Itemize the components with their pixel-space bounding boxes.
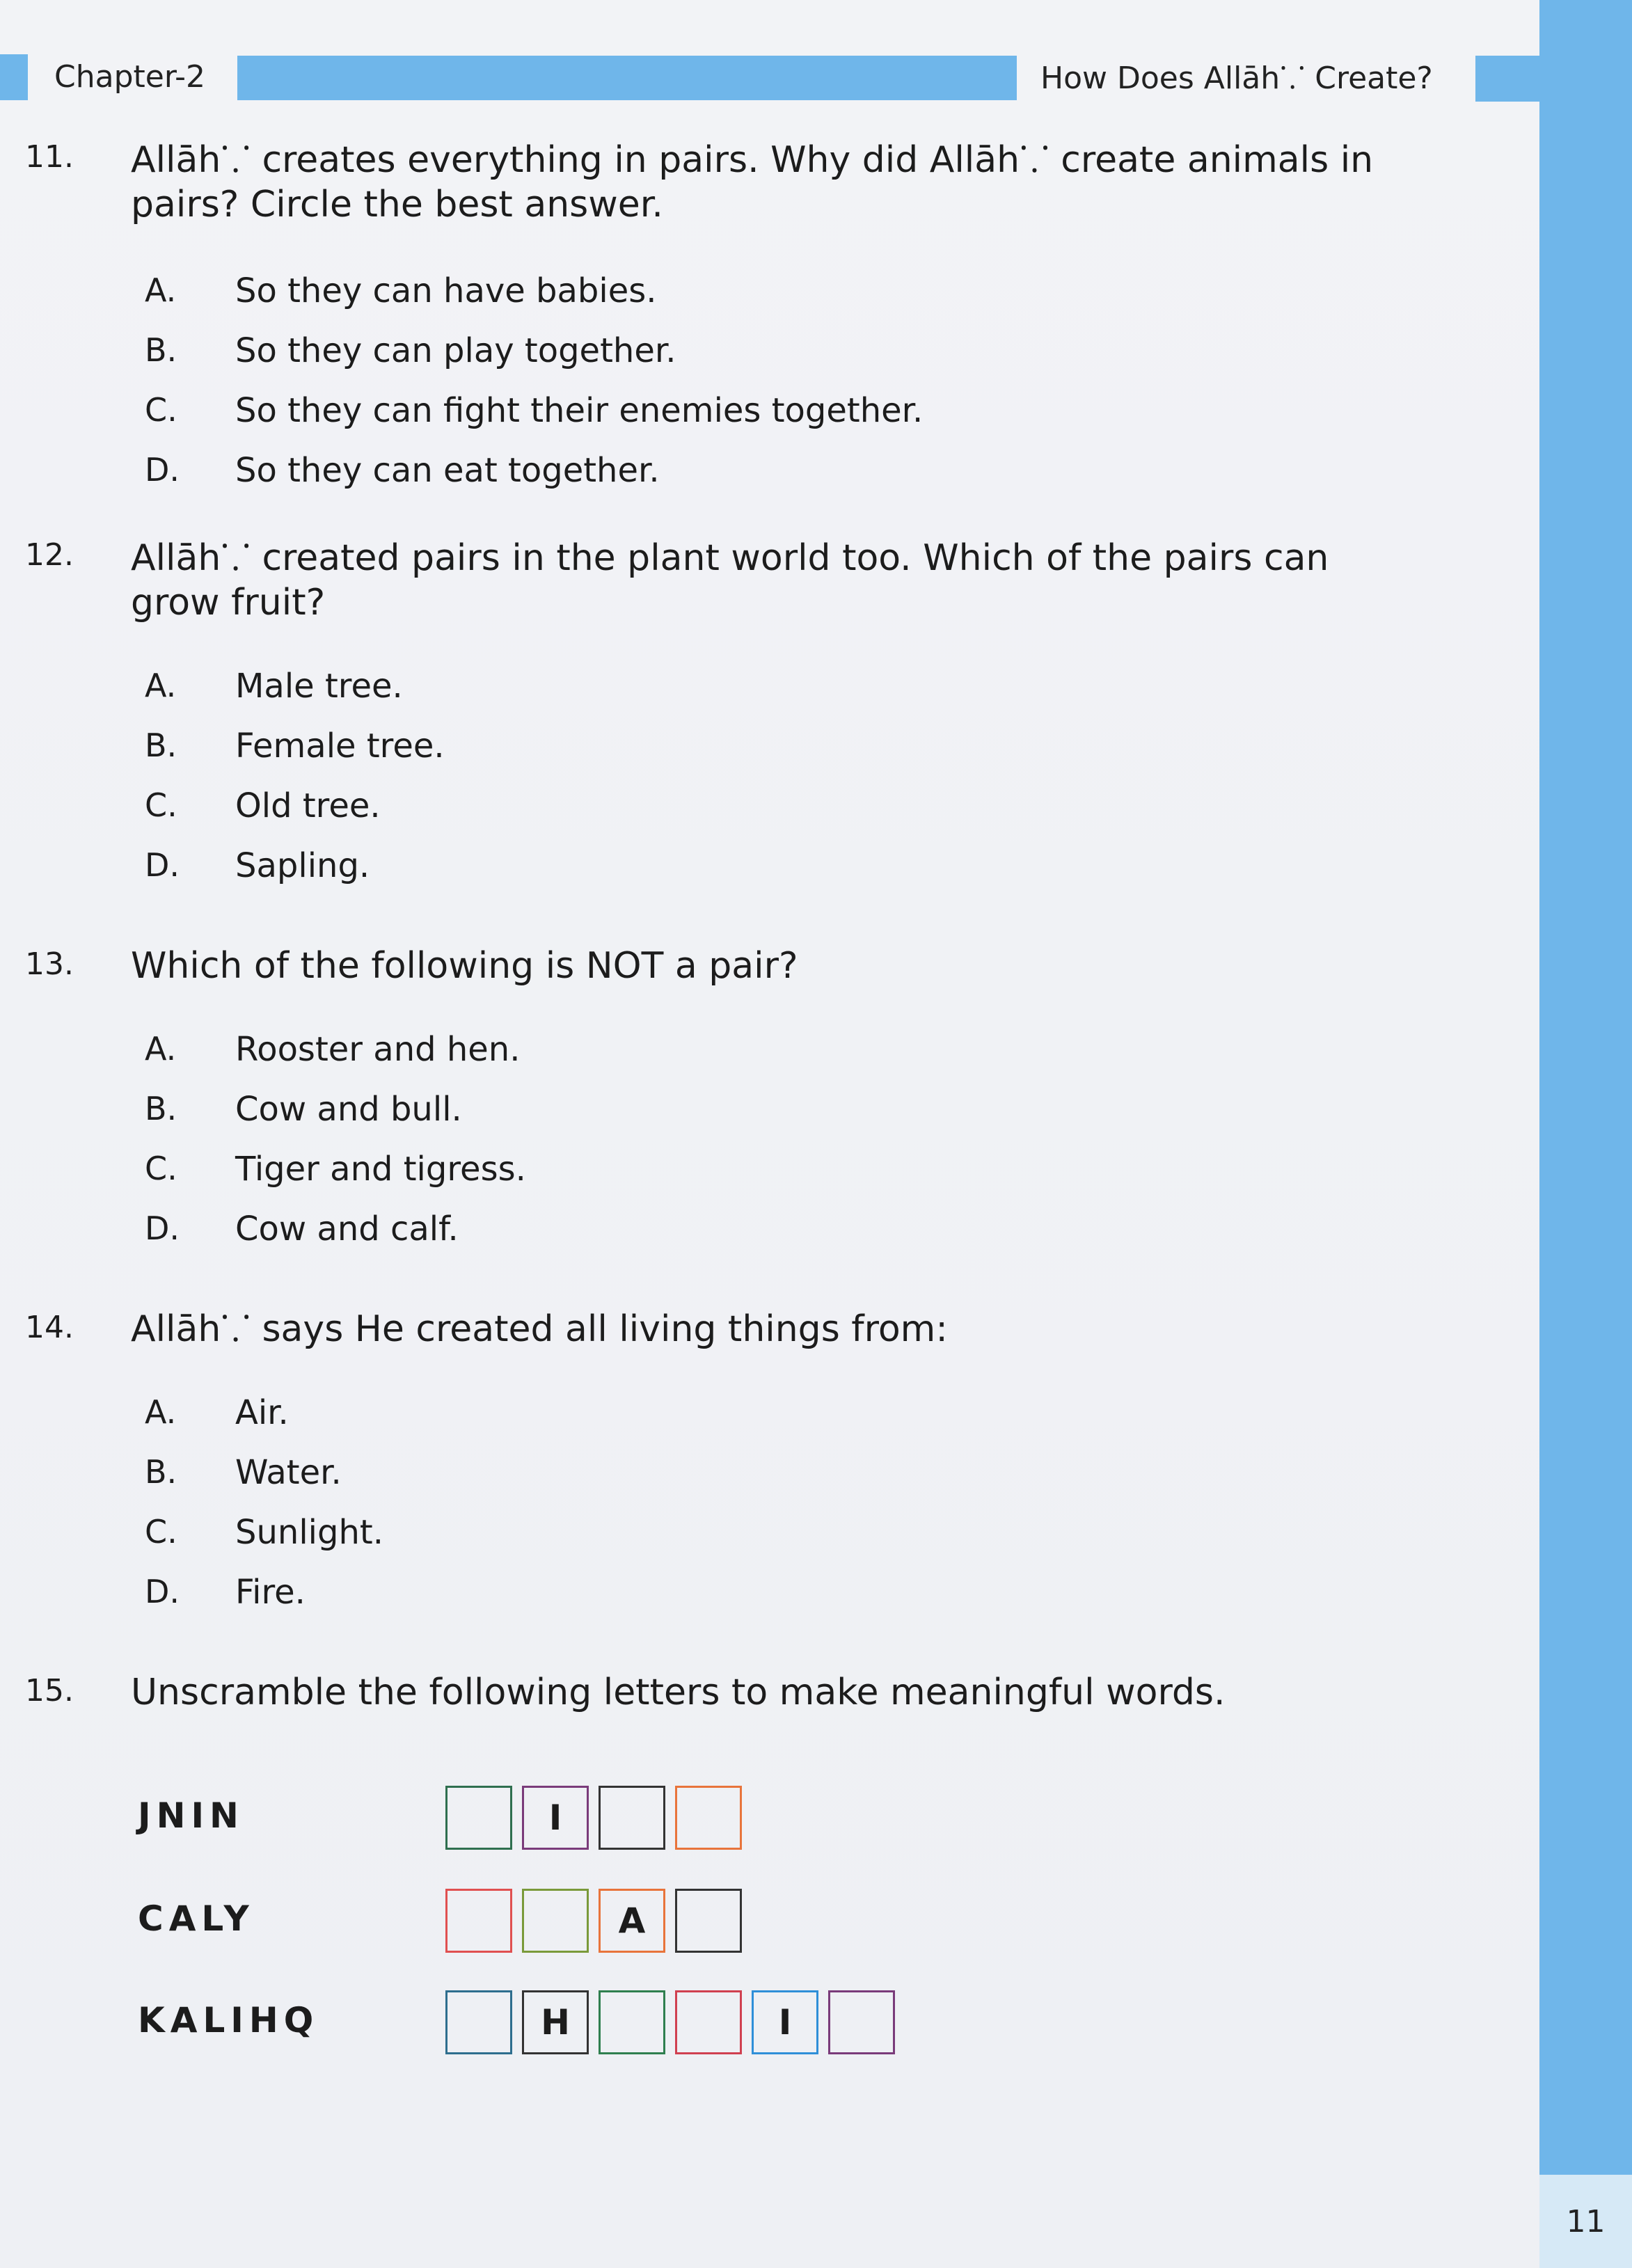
- option-label: D.: [145, 1573, 180, 1610]
- letter-box[interactable]: A: [599, 1889, 665, 1953]
- question-text: Allāh⸪ creates everything in pairs. Why did Allāh⸪ create animals in pairs? Circle the best answer.: [131, 139, 1374, 225]
- question-number: 13.: [25, 946, 74, 982]
- letter-box[interactable]: [828, 1990, 895, 2054]
- page-number: 11: [1539, 2175, 1632, 2268]
- scrambled-word: JNIN: [138, 1795, 244, 1836]
- option-label: B.: [145, 727, 177, 764]
- header-accent-left: [0, 54, 28, 100]
- option-text[interactable]: So they can fight their enemies together.: [235, 391, 924, 430]
- option-text[interactable]: Male tree.: [235, 667, 403, 706]
- question-text: Unscramble the following letters to make meaningful words.: [131, 1672, 1226, 1713]
- letter-box[interactable]: [675, 1889, 742, 1953]
- option-text[interactable]: Cow and calf.: [235, 1210, 459, 1248]
- letter-box[interactable]: H: [522, 1990, 589, 2054]
- option-text[interactable]: So they can have babies.: [235, 271, 657, 310]
- chapter-label: Chapter-2: [54, 59, 205, 95]
- question-number: 12.: [25, 537, 74, 573]
- option-label: A.: [145, 1393, 177, 1431]
- letter-box[interactable]: [675, 1786, 742, 1850]
- option-text[interactable]: So they can eat together.: [235, 451, 660, 490]
- option-text[interactable]: Rooster and hen.: [235, 1030, 521, 1069]
- option-label: D.: [145, 846, 180, 884]
- option-label: D.: [145, 451, 180, 489]
- right-margin-bar: [1539, 0, 1632, 2175]
- option-label: A.: [145, 1030, 177, 1068]
- option-text[interactable]: Sunlight.: [235, 1513, 383, 1552]
- letter-box[interactable]: I: [752, 1990, 818, 2054]
- option-label: A.: [145, 271, 177, 309]
- question-text: Which of the following is NOT a pair?: [131, 945, 798, 987]
- letter-box[interactable]: [445, 1990, 512, 2054]
- option-text[interactable]: Cow and bull.: [235, 1090, 462, 1129]
- chapter-title: How Does Allāh⸪ Create?: [1040, 61, 1433, 96]
- header-accent-right: [1475, 56, 1539, 102]
- option-text[interactable]: Fire.: [235, 1573, 306, 1612]
- question-number: 15.: [25, 1673, 74, 1708]
- letter-box[interactable]: [445, 1786, 512, 1850]
- option-label: D.: [145, 1210, 180, 1247]
- option-text[interactable]: Old tree.: [235, 786, 381, 825]
- option-text[interactable]: Sapling.: [235, 846, 370, 885]
- question-text: Allāh⸪ says He created all living things from:: [131, 1308, 948, 1350]
- option-text[interactable]: Tiger and tigress.: [235, 1150, 526, 1189]
- letter-box[interactable]: [522, 1889, 589, 1953]
- option-label: C.: [145, 391, 177, 429]
- option-label: B.: [145, 331, 177, 369]
- question-number: 14.: [25, 1310, 74, 1345]
- option-label: C.: [145, 1150, 177, 1187]
- letter-box[interactable]: [675, 1990, 742, 2054]
- question-text: Allāh⸪ created pairs in the plant world too. Which of the pairs can grow fruit?: [131, 537, 1329, 624]
- option-text[interactable]: Female tree.: [235, 727, 445, 766]
- letter-box[interactable]: [599, 1990, 665, 2054]
- option-text[interactable]: So they can play together.: [235, 331, 676, 370]
- option-label: C.: [145, 1513, 177, 1551]
- letter-box[interactable]: I: [522, 1786, 589, 1850]
- letter-box[interactable]: [445, 1889, 512, 1953]
- option-label: C.: [145, 786, 177, 824]
- header-accent-bar: [237, 56, 1017, 100]
- option-label: B.: [145, 1090, 177, 1127]
- option-text[interactable]: Water.: [235, 1453, 342, 1492]
- letter-box[interactable]: [599, 1786, 665, 1850]
- option-label: B.: [145, 1453, 177, 1491]
- scrambled-word: KALIHQ: [138, 2000, 319, 2040]
- question-number: 11.: [25, 139, 74, 175]
- scrambled-word: CALY: [138, 1898, 255, 1939]
- option-label: A.: [145, 667, 177, 704]
- option-text[interactable]: Air.: [235, 1393, 289, 1432]
